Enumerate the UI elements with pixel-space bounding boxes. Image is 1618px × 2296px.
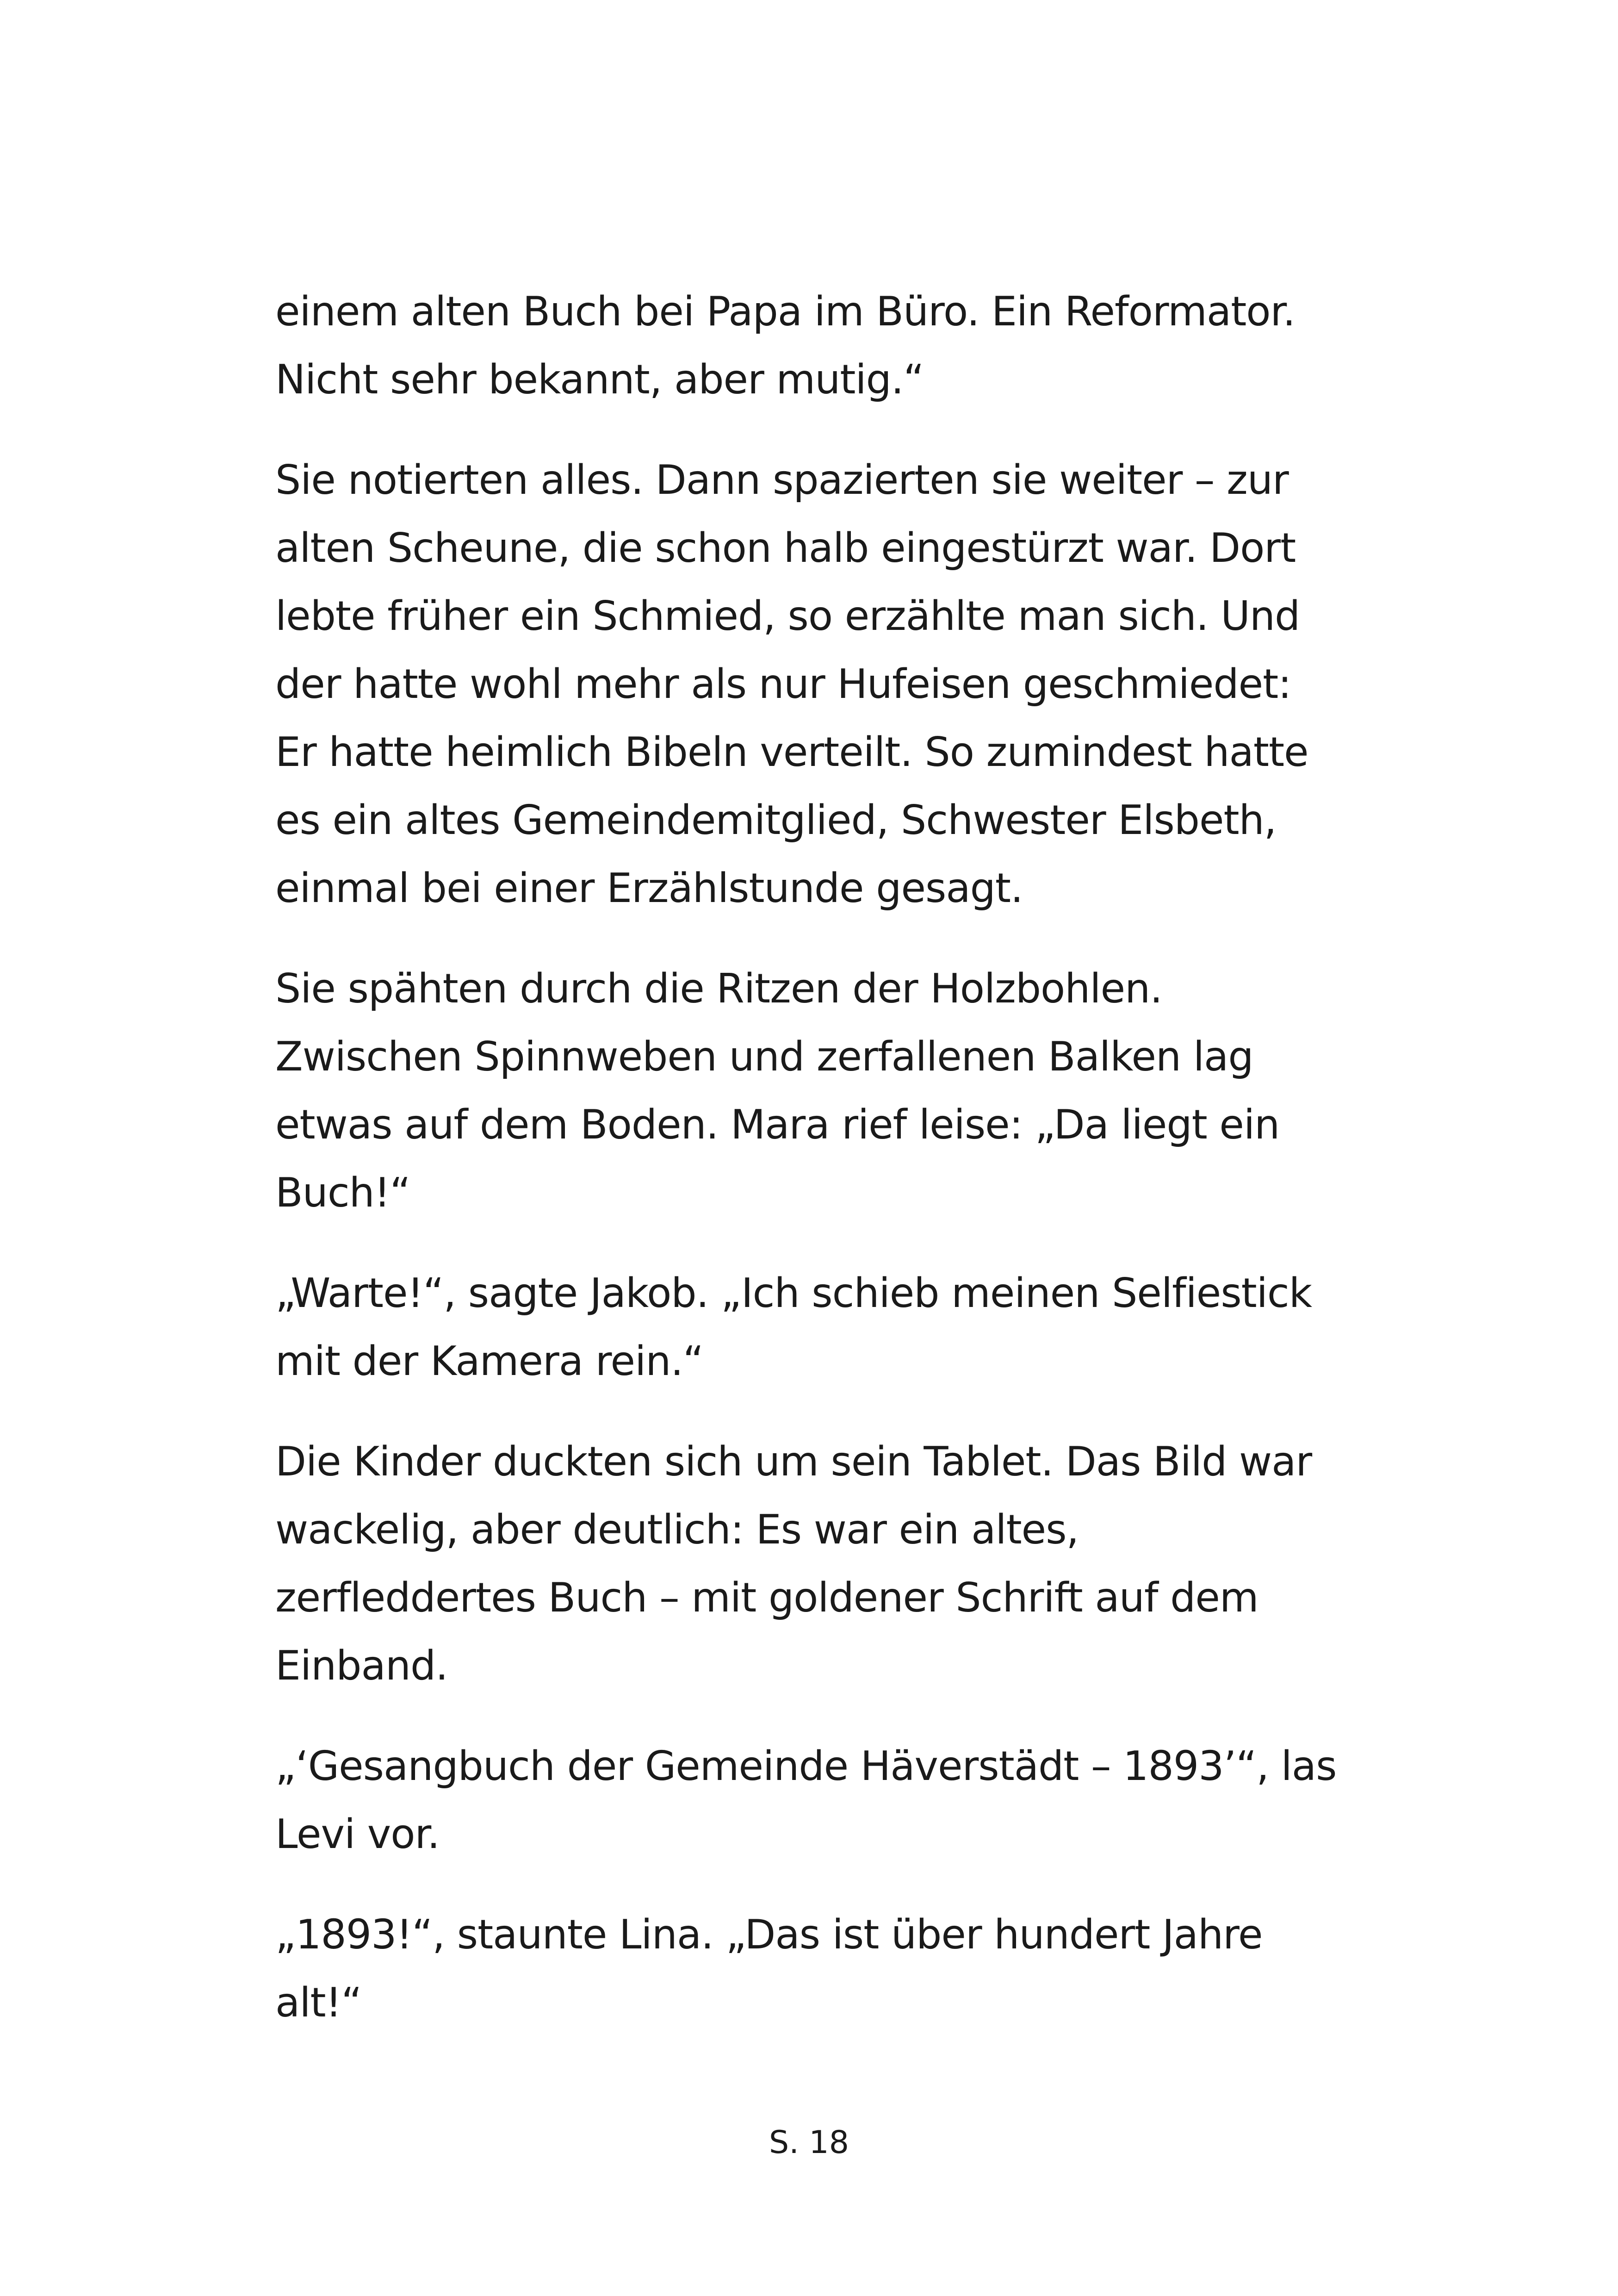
text-line: Einband. — [275, 1642, 448, 1689]
text-line: lebte früher ein Schmied, so erzählte man sich. Und — [275, 592, 1300, 640]
paragraph-5 — [275, 1428, 1367, 1700]
text-line: einem alten Buch bei Papa im Büro. Ein Reformator. — [275, 288, 1295, 335]
text-line: mit der Kamera rein.“ — [275, 1338, 704, 1385]
text-line: etwas auf dem Boden. Mara rief leise: „Da liegt ein — [275, 1101, 1280, 1148]
text-line: „Warte!“, sagte Jakob. „Ich schieb meinen Selfiestick — [275, 1269, 1312, 1317]
text-line: der hatte wohl mehr als nur Hufeisen geschmiedet: — [275, 660, 1291, 708]
text-line: Nicht sehr bekannt, aber mutig.“ — [275, 356, 924, 403]
paragraph-4 — [275, 1259, 1367, 1395]
text-line: Sie spähten durch die Ritzen der Holzbohlen. — [275, 965, 1162, 1012]
text-line: es ein altes Gemeindemitglied, Schwester Elsbeth, — [275, 796, 1277, 844]
paragraph-7 — [275, 1901, 1367, 2037]
paragraph-6 — [275, 1732, 1367, 1868]
paragraph-2 — [275, 446, 1367, 922]
text-line: Levi vor. — [275, 1811, 440, 1858]
text-line: einmal bei einer Erzählstunde gesagt. — [275, 865, 1023, 912]
page-number: S. 18 — [769, 2124, 849, 2161]
text-line: zerfleddertes Buch – mit goldener Schrift auf dem — [275, 1574, 1258, 1621]
text-line: alt!“ — [275, 1979, 362, 2026]
text-line: Er hatte heimlich Bibeln verteilt. So zumindest hatte — [275, 728, 1308, 776]
text-line: alten Scheune, die schon halb eingestürzt war. Dort — [275, 524, 1296, 572]
body-text — [275, 278, 1367, 2069]
text-line: Buch!“ — [275, 1169, 410, 1216]
text-line: „1893!“, staunte Lina. „Das ist über hundert Jahre — [275, 1911, 1263, 1958]
paragraph-3 — [275, 955, 1367, 1227]
text-line: „‘Gesangbuch der Gemeinde Häverstädt – 1893’“, las — [275, 1742, 1337, 1790]
text-line: Die Kinder duckten sich um sein Tablet. Das Bild war — [275, 1438, 1312, 1485]
paragraph-1 — [275, 278, 1367, 414]
text-line: Sie notierten alles. Dann spazierten sie weiter – zur — [275, 456, 1289, 504]
text-line: wackelig, aber deutlich: Es war ein altes, — [275, 1506, 1079, 1553]
text-line: Zwischen Spinnweben und zerfallenen Balken lag — [275, 1033, 1253, 1080]
